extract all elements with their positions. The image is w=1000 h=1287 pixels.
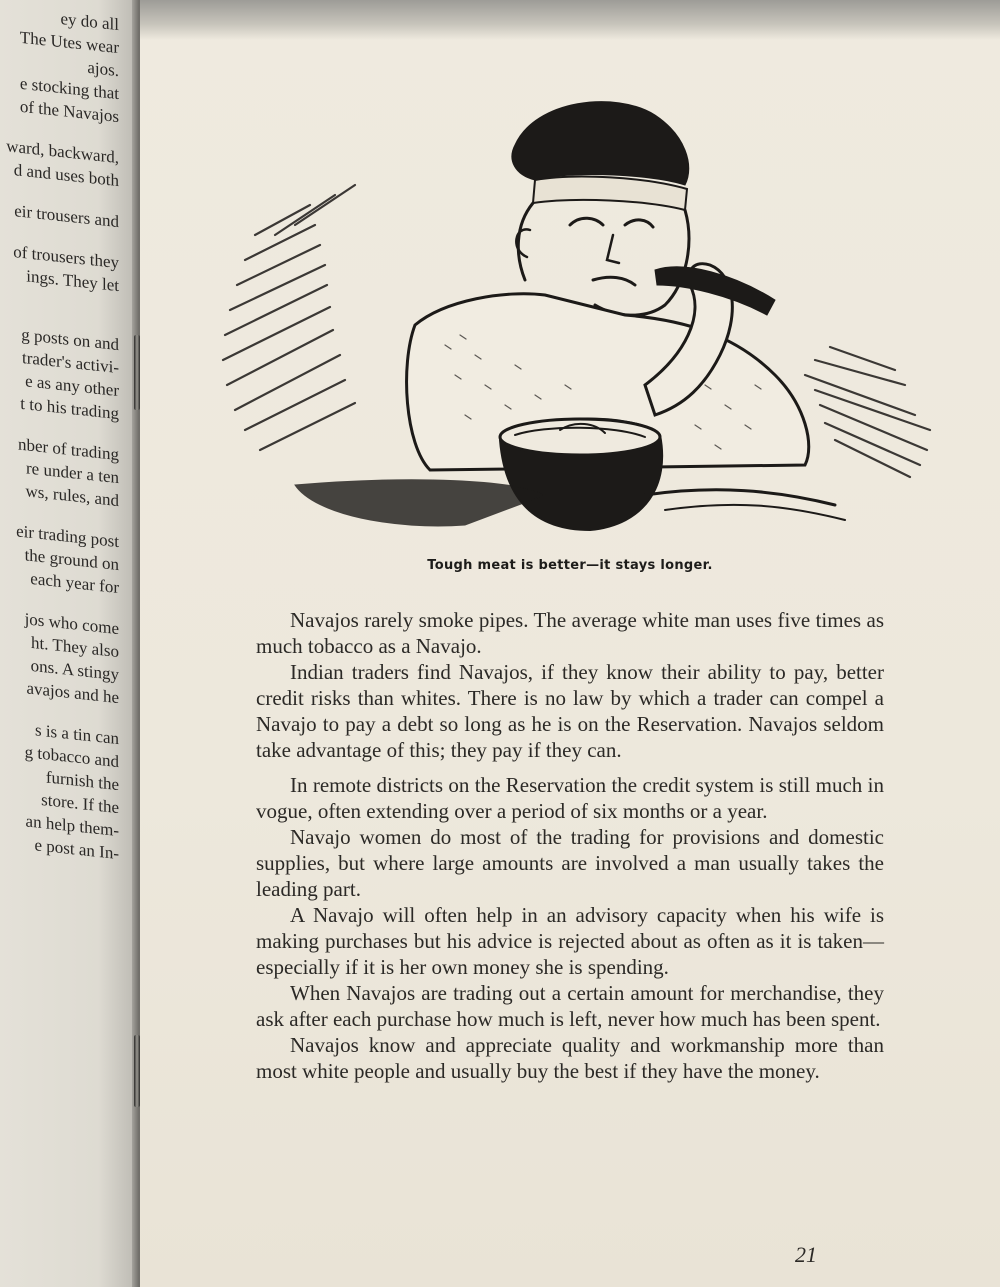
left-page-line: jos who come xyxy=(24,609,119,639)
left-page-line: trader's activi- xyxy=(22,347,119,378)
paragraph-pipes: Navajos rarely smoke pipes. The average white man uses five times as much tobacco as a Navajo. xyxy=(256,608,884,658)
left-page-line: e post an In- xyxy=(34,835,119,864)
left-page-line: ons. A stingy xyxy=(30,655,119,685)
paragraph-advisory: A Navajo will often help in an advisory capacity when his wife is making purchases but his advice is rejected about as often as it is taken—especially if it is her own money she is spending. xyxy=(256,903,884,979)
left-page-line: an help them- xyxy=(25,811,119,841)
page-body-text xyxy=(256,607,884,1084)
left-page-line: g posts on and xyxy=(21,324,119,355)
hatching-right xyxy=(805,347,930,477)
left-page-line: store. If the xyxy=(41,789,119,818)
paragraph-quality: Navajos know and appreciate quality and workmanship more than most white people and usually buy the best if they have the money. xyxy=(256,1033,884,1083)
left-page-line: ajos. xyxy=(87,57,119,81)
man-eating-meat-illustration xyxy=(215,85,935,555)
hatching-left xyxy=(223,185,355,450)
staple-bottom xyxy=(134,1035,140,1107)
left-page-line: the ground on xyxy=(24,545,119,575)
left-page-line: ey do all xyxy=(60,8,119,35)
paragraph-credit: Indian traders find Navajos, if they know their ability to pay, better credit risks than whites. There is no law by which a trader can compel a Navajo to pay a debt so long as he is on the Reservation. Navajos seldom take advantage of this; they pay if they can. xyxy=(256,660,884,762)
left-page-line: ward, backward, xyxy=(6,136,119,168)
left-page-line: s is a tin can xyxy=(34,720,119,749)
left-page-text xyxy=(0,0,140,1287)
hair xyxy=(512,102,689,185)
illustration-caption: Tough meat is better—it stays longer. xyxy=(427,558,713,573)
left-page-line: furnish the xyxy=(45,767,119,795)
left-page-line: eir trousers and xyxy=(14,201,119,232)
left-page-line: e as any other xyxy=(25,371,119,401)
left-page-line: The Utes wear xyxy=(19,27,119,58)
left-page-line: avajos and he xyxy=(26,678,119,708)
left-page xyxy=(0,0,140,1287)
left-page-line: e stocking that xyxy=(19,73,119,104)
paragraph-remote-districts: In remote districts on the Reservation the credit system is still much in vogue, often extending over a period of six months or a year. xyxy=(256,773,884,823)
left-page-line: ings. They let xyxy=(26,266,119,296)
left-page-line: g tobacco and xyxy=(24,742,119,772)
table-shadow xyxy=(295,480,545,526)
paragraph-women-trading: Navajo women do most of the trading for provisions and domestic supplies, but where large amounts are involved a man usually takes the leading part. xyxy=(256,825,884,901)
page-number: 21 xyxy=(795,1242,817,1267)
staple-top xyxy=(134,335,140,410)
paragraph-trading-out: When Navajos are trading out a certain amount for merchandise, they ask after each purchase how much is left, never how much has been spent. xyxy=(256,981,884,1031)
left-page-line: of the Navajos xyxy=(19,96,119,127)
left-page-line: d and uses both xyxy=(13,160,119,191)
left-page-line: eir trading post xyxy=(16,521,119,552)
left-page-line: re under a ten xyxy=(26,458,119,488)
left-page-line: t to his trading xyxy=(20,393,119,424)
page-top-shadow xyxy=(140,0,1000,40)
left-page-line: ws, rules, and xyxy=(25,481,119,511)
left-page-line: each year for xyxy=(30,568,119,598)
left-page-line: ht. They also xyxy=(31,632,119,662)
left-page-line: of trousers they xyxy=(13,242,119,273)
left-page-line: nber of trading xyxy=(17,434,119,465)
